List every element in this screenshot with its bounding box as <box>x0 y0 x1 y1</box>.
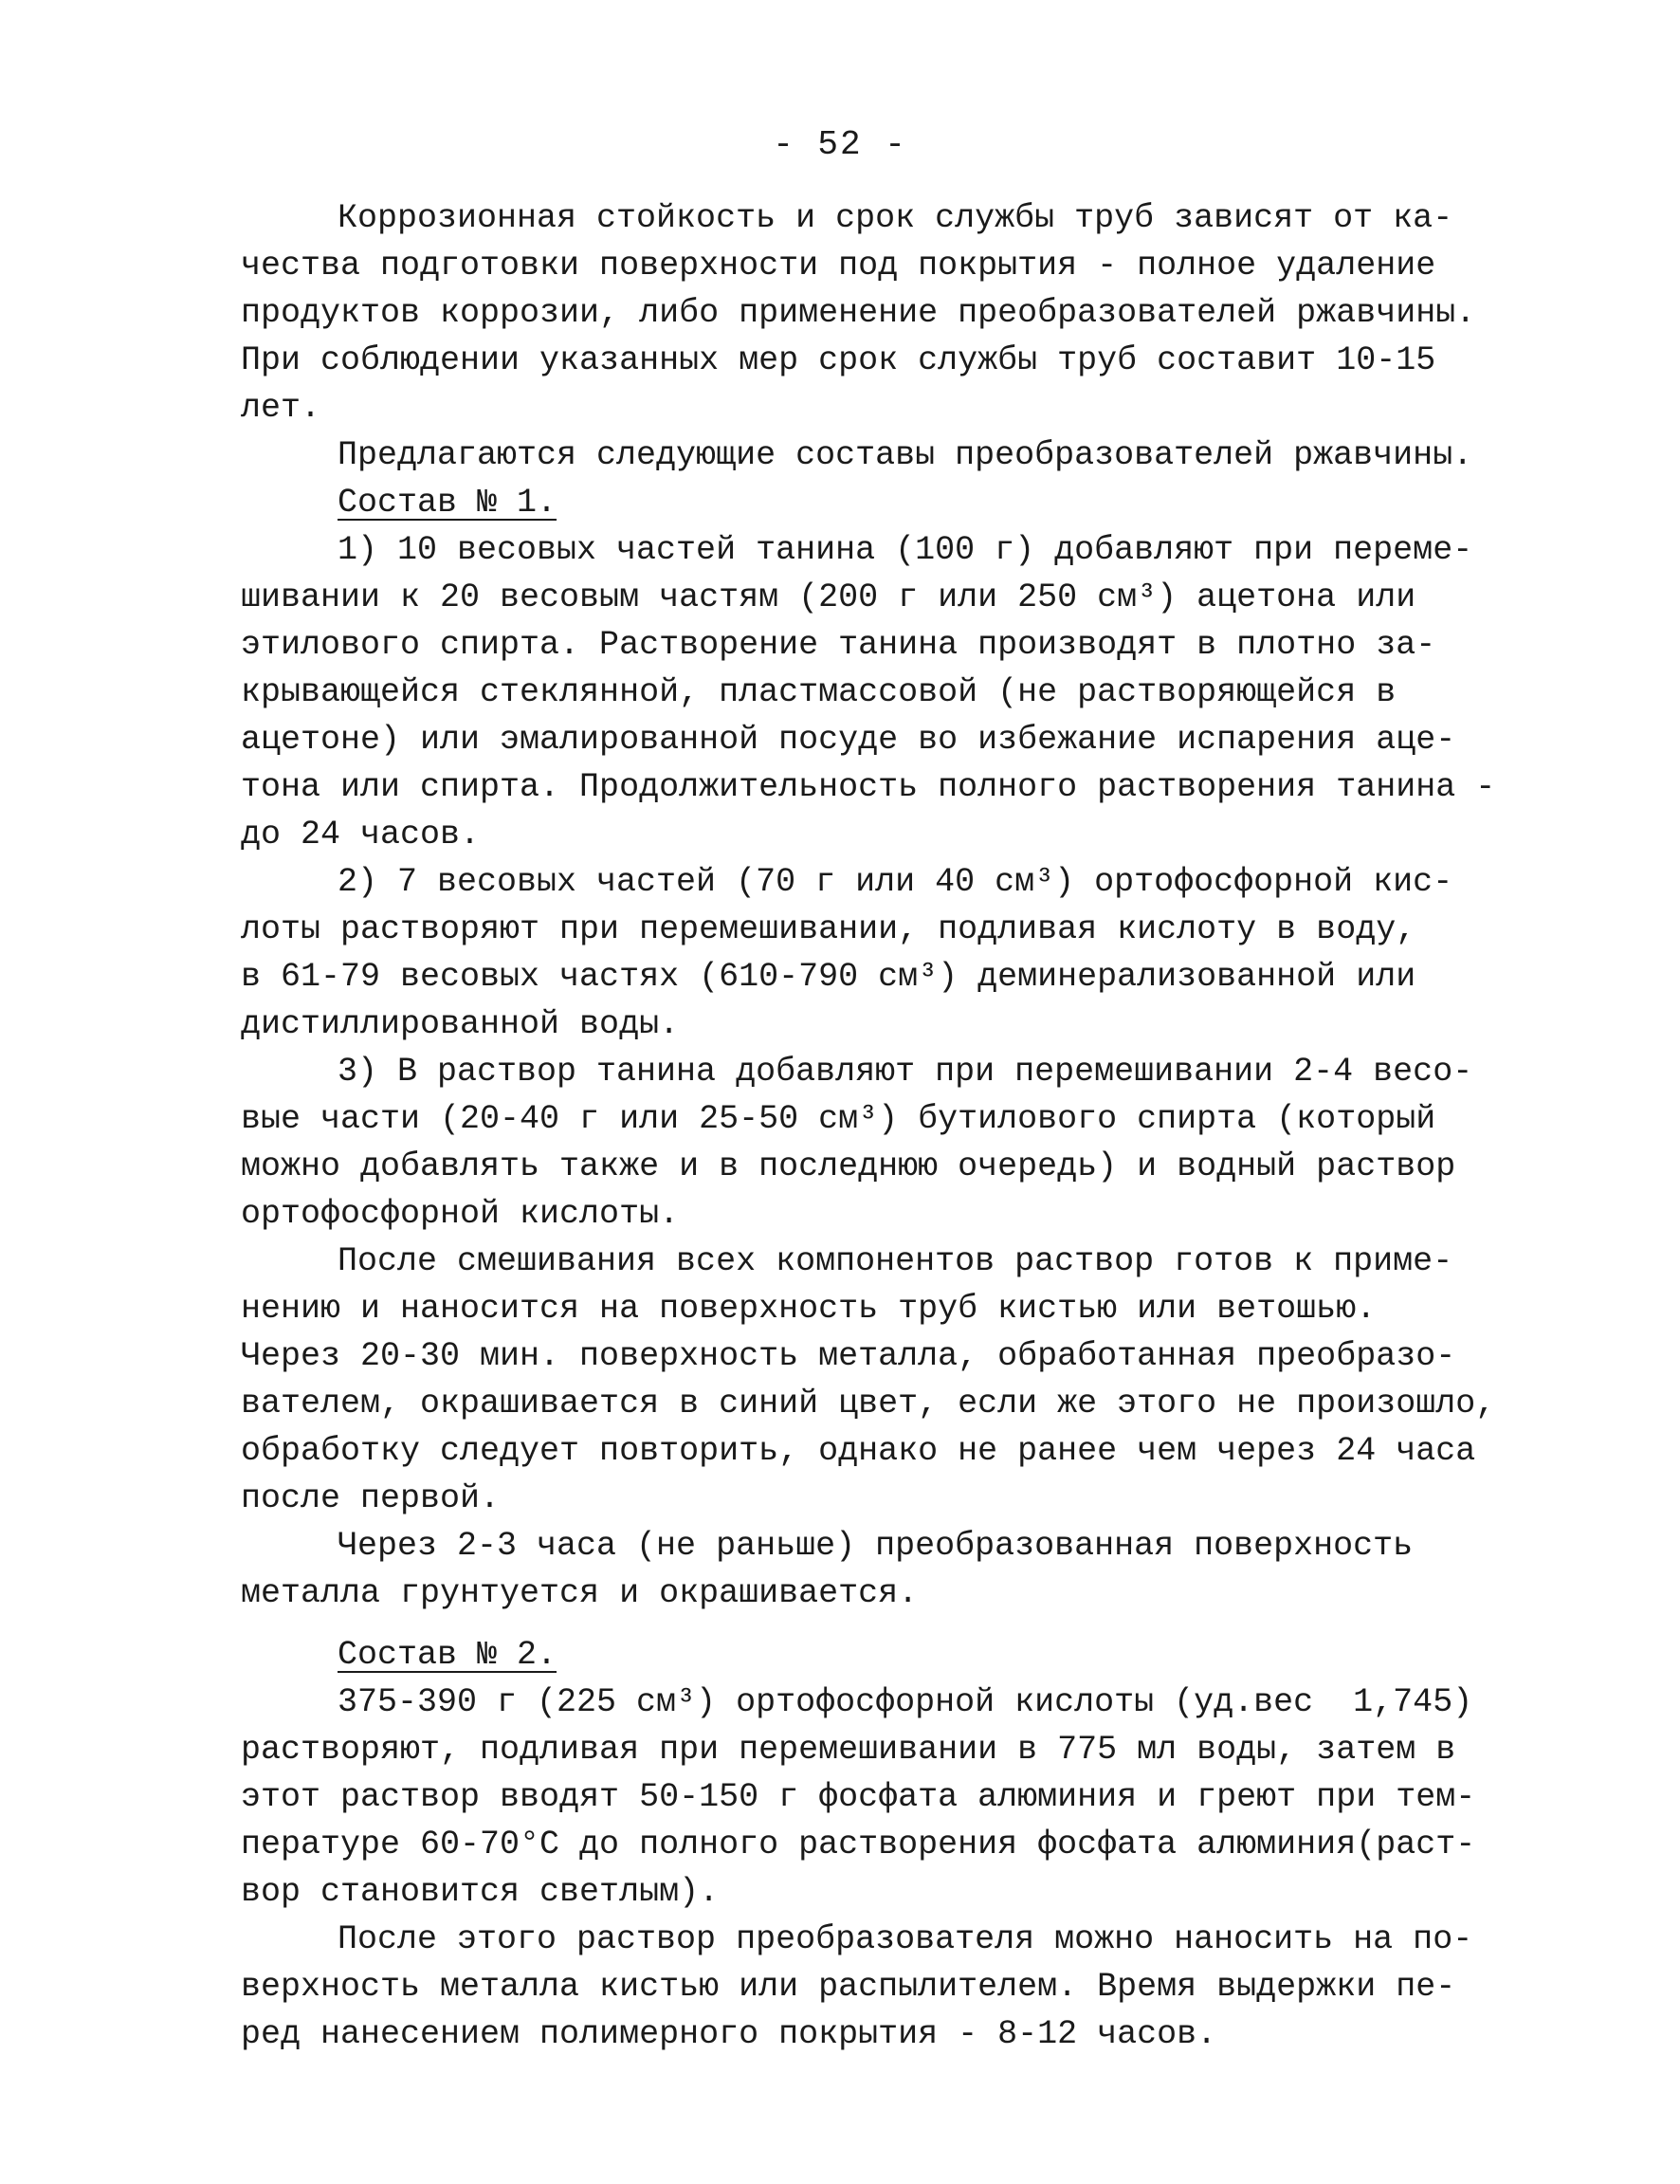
text-line: ацетоне) или эмалированной посуде во избежание испарения аце- <box>241 721 1456 759</box>
text-line: ред нанесением полимерного покрытия - 8-12 часов. <box>241 2015 1217 2053</box>
text-line: вателем, окрашивается в синий цвет, если же этого не произошло, <box>241 1385 1496 1422</box>
text-line: можно добавлять также и в последнюю очередь) и водный раствор <box>241 1147 1456 1185</box>
text-line: шивании к 20 весовым частям (200 г или 250 см³) ацетона или <box>241 578 1416 616</box>
text-line: 1) 10 весовых частей танина (100 г) добавляют при переме- <box>338 531 1473 569</box>
text-line: вор становится светлым). <box>241 1873 720 1911</box>
text-line: лет. <box>241 389 321 427</box>
page-number: - 52 - <box>773 125 907 164</box>
section-heading: Состав № 2. <box>338 1636 557 1674</box>
text-line: Через 2-3 часа (не раньше) преобразованная поверхность <box>338 1527 1414 1565</box>
text-line: Коррозионная стойкость и срок службы труб зависят от ка- <box>338 199 1453 237</box>
section-heading: Состав № 1. <box>338 484 557 522</box>
text-line: верхность металла кистью или распылителем. Время выдержки пе- <box>241 1968 1456 2006</box>
text-line: обработку следует повторить, однако не ранее чем через 24 часа <box>241 1432 1476 1470</box>
text-line: продуктов коррозии, либо применение преобразователей ржавчины. <box>241 294 1476 332</box>
text-line: Предлагаются следующие составы преобразователей ржавчины. <box>338 436 1473 474</box>
text-line: этилового спирта. Растворение танина производят в плотно за- <box>241 626 1436 664</box>
text-line: нению и наносится на поверхность труб кистью или ветошью. <box>241 1290 1377 1328</box>
text-line: 2) 7 весовых частей (70 г или 40 см³) ортофосфорной кис- <box>338 863 1453 901</box>
text-line: до 24 часов. <box>241 816 481 853</box>
text-line: тона или спирта. Продолжительность полного растворения танина - <box>241 768 1496 806</box>
text-line: При соблюдении указанных мер срок службы труб составит 10-15 <box>241 341 1436 379</box>
text-line: растворяют, подливая при перемешивании в 775 мл воды, затем в <box>241 1731 1456 1769</box>
text-line: этот раствор вводят 50-150 г фосфата алюминия и греют при тем- <box>241 1778 1476 1816</box>
text-line: чества подготовки поверхности под покрытия - полное удаление <box>241 247 1436 284</box>
text-line: Через 20-30 мин. поверхность металла, обработанная преобразо- <box>241 1337 1456 1375</box>
text-line: После смешивания всех компонентов раствор готов к приме- <box>338 1242 1453 1280</box>
text-line: после первой. <box>241 1479 501 1517</box>
text-line: металла грунтуется и окрашивается. <box>241 1574 919 1612</box>
text-line: 375-390 г (225 см³) ортофосфорной кислоты (уд.вес 1,745) <box>338 1683 1473 1721</box>
text-line: пературе 60-70°С до полного растворения фосфата алюминия(раст- <box>241 1826 1476 1863</box>
text-line: вые части (20-40 г или 25-50 см³) бутилового спирта (который <box>241 1100 1436 1138</box>
text-line: лоты растворяют при перемешивании, подливая кислоту в воду, <box>241 910 1416 948</box>
text-line: дистиллированной воды. <box>241 1005 680 1043</box>
text-line: крывающейся стеклянной, пластмассовой (не растворяющейся в <box>241 673 1397 711</box>
text-line: После этого раствор преобразователя можно наносить на по- <box>338 1920 1473 1958</box>
text-line: 3) В раствор танина добавляют при перемешивании 2-4 весо- <box>338 1053 1473 1091</box>
text-line: ортофосфорной кислоты. <box>241 1195 680 1233</box>
text-line: в 61-79 весовых частях (610-790 см³) деминерализованной или <box>241 958 1416 996</box>
